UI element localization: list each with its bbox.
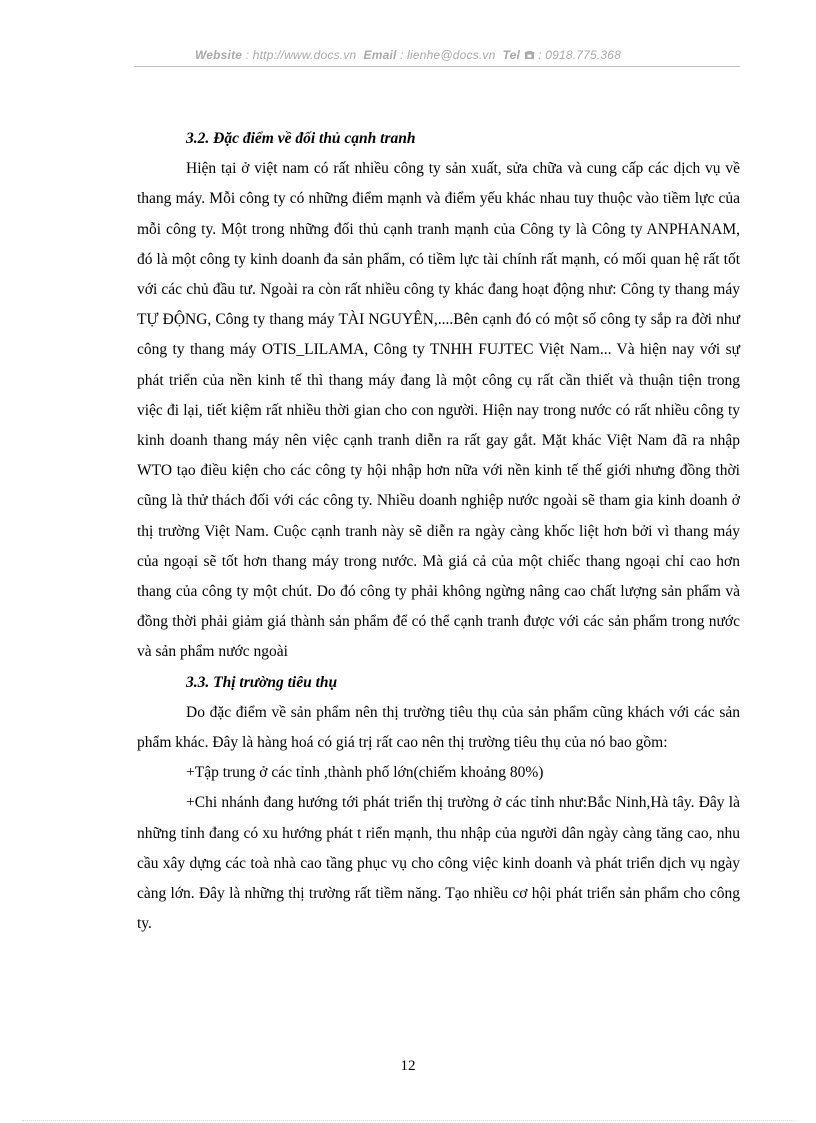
tel-value: : 0918.775.368	[538, 48, 622, 62]
document-body	[137, 124, 740, 939]
footer-divider	[22, 1120, 794, 1121]
email-label: Email	[363, 48, 397, 62]
header-divider	[134, 66, 740, 67]
market-bullet-1: +Tập trung ở các tỉnh ,thành phố lớn(chiếm khoảng 80%)	[186, 764, 544, 782]
page-number: 12	[400, 1058, 416, 1074]
website-label: Website	[194, 48, 243, 62]
section-paragraph-3-3: Do đặc điểm về sản phẩm nên thị trường tiêu thụ của sản phẩm cũng khách với các sản phẩm khác. Đây là hàng hoá có giá trị rất cao nên thị trường tiêu thụ của nó bao gồm:	[137, 703, 740, 752]
section-paragraph-3-2: Hiện tại ở việt nam có rất nhiều công ty sản xuất, sửa chữa và cung cấp các dịch vụ về thang máy. Mỗi công ty có những điểm mạnh và điểm yếu khác nhau tuy thuộc vào tiềm lực của mỗi công ty. Một trong những đối thủ cạnh tranh mạnh của Công ty là Công ty ANPHANAM, đó là một công ty kinh doanh đa sản phẩm, có tiềm lực tài chính rất mạnh, có mối quan hệ rất tốt với các chủ đầu tư. Ngoài ra còn rất nhiều công ty khác đang hoạt động như: Công ty thang máy TỰ ĐỘNG, Công ty thang máy TÀI NGUYÊN,....Bên cạnh đó có một số công ty sắp ra đời như công ty thang máy OTIS_LILAMA, Công ty TNHH FUJTEC Việt Nam... Và hiện nay với sự phát triển của nền kinh tế thì thang máy đang là một công cụ rất cần thiết và thuận tiện trong việc đi lại, tiết kiệm rất nhiều thời gian cho con người. Hiện nay trong nước có rất nhiều công ty kinh doanh thang máy nên việc cạnh tranh diễn ra rất gay gắt. Mặt khác Việt Nam đã ra nhập WTO tạo điều kiện cho các công ty hội nhập hơn nữa với nền kinh tế thế giới nhưng đồng thời cũng là thử thách đối với các công ty. Nhiều doanh nghiệp nước ngoài sẽ tham gia kinh doanh ở thị trường Việt Nam. Cuộc cạnh tranh này sẽ diễn ra ngày càng khốc liệt hơn bởi vì thang máy của ngoại sẽ tốt hơn thang máy trong nước. Mà giá cả của một chiếc thang ngoại chỉ cao hơn thang của công ty một chút. Do đó công ty phải không ngừng nâng cao chất lượng sản phẩm và đồng thời phải giảm giá thành sản phẩm để có thể cạnh tranh được với các sản phẩm trong nước và sản phẩm nước ngoài	[137, 160, 740, 661]
page-header	[0, 48, 816, 62]
section-heading-3-3: 3.3. Thị trường tiêu thụ	[186, 673, 338, 691]
email-value: : lienhe@docs.vn	[400, 48, 496, 62]
phone-icon	[524, 48, 539, 62]
market-bullet-2: +Chi nhánh đang hướng tới phát triển thị trường ở các tỉnh như:Bắc Ninh,Hà tây. Đây là những tỉnh đang có xu hướng phát t riển mạnh, thu nhập của người dân ngày càng tăng cao, nhu cầu xây dựng các toà nhà cao tầng phục vụ cho công việc kinh doanh và phát triển dịch vụ ngày càng lớn. Đây là những thị trường rất tiềm năng. Tạo nhiều cơ hội phát triển sản phẩm cho công ty.	[137, 794, 740, 933]
tel-label: Tel	[502, 48, 521, 62]
website-value: : http://www.docs.vn	[245, 48, 357, 62]
section-heading-3-2: 3.2. Đặc điểm về đối thủ cạnh tranh	[186, 130, 416, 147]
